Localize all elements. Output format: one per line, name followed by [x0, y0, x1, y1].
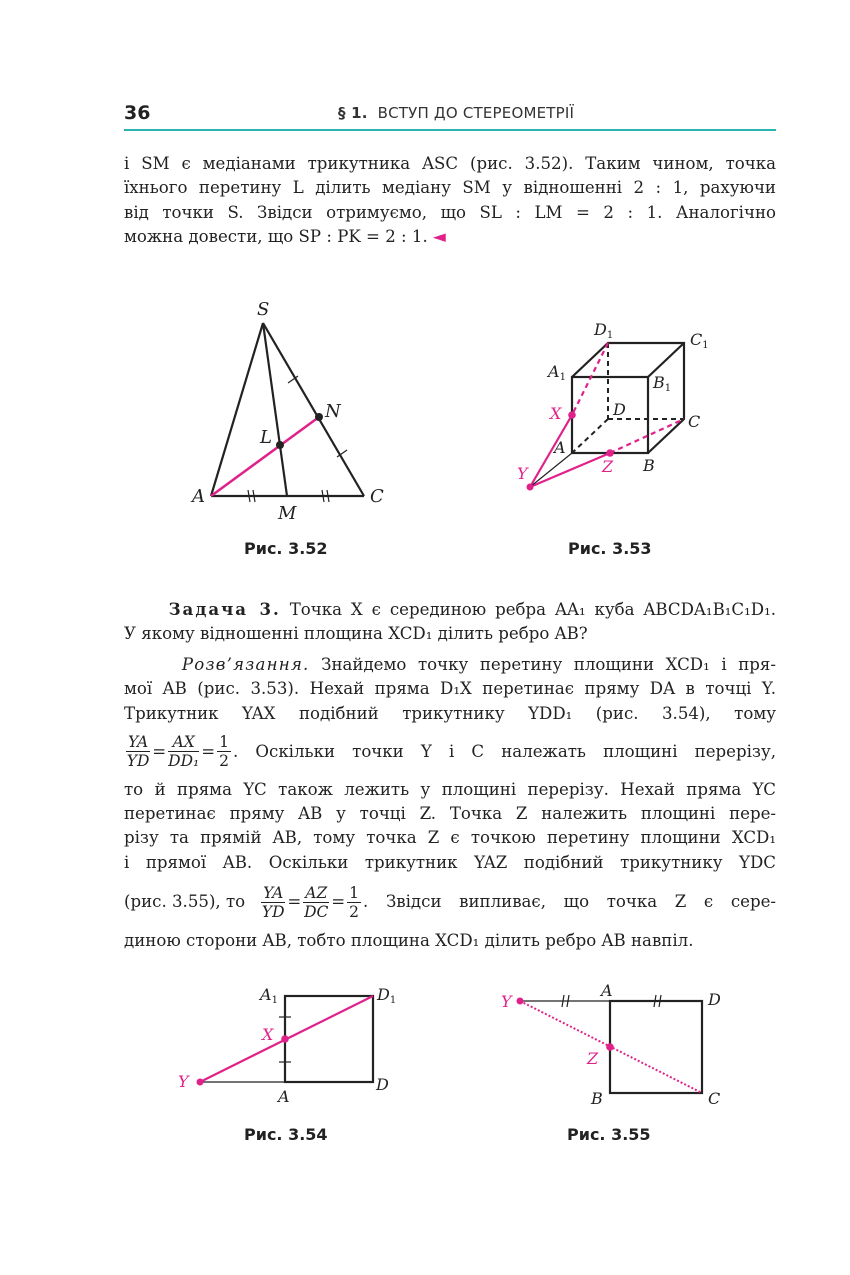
solution-paragraph: [124, 653, 776, 953]
task-text: Точка X є серединою ребра AA₁ куба ABCDA₁B₁C₁D₁.: [289, 600, 776, 619]
label-B1: B1: [653, 373, 672, 394]
solution-line: Трикутник YAX подібний трикутнику YDD₁ (рис. 3.54), тому: [124, 703, 776, 723]
solution-line: перетинає пряму AB у точці Z. Точка Z належить площині пере-: [124, 804, 776, 824]
label-D1: D1: [594, 320, 614, 341]
label-D: D: [376, 1075, 389, 1094]
caption-3-55: Рис. 3.55: [567, 1125, 651, 1144]
label-C: C: [370, 486, 384, 507]
label-Y: Y: [517, 464, 528, 483]
figure-3-54: [170, 980, 410, 1110]
figure-3-53: [510, 315, 730, 505]
label-Y: Y: [178, 1072, 189, 1091]
solution-line: диною сторони AB, тобто площина XCD₁ ділить ребро AB навпіл.: [124, 931, 694, 951]
intro-line: їхнього перетину L ділить медіану SM у відношенні 2 : 1, рахуючи: [124, 178, 776, 198]
equals-sign: =: [201, 741, 216, 761]
solution-heading: Розв’язання.: [181, 655, 310, 674]
label-D1: D1: [377, 985, 397, 1006]
solution-line: мої AB (рис. 3.53). Нехай пряма D₁X перетинає пряму DA в точці Y.: [124, 679, 776, 699]
equation-2-lead: (рис. 3.55), то: [124, 891, 246, 911]
label-X: X: [262, 1025, 274, 1044]
label-D: D: [708, 990, 721, 1009]
fraction-ya-yd: $\frac{YA}{YD}$: [261, 883, 285, 921]
equation-1-tail: . Оскільки точки Y і C належать площині перерізу,: [233, 741, 776, 761]
figure-3-52: [180, 290, 410, 530]
solution-line: [124, 653, 776, 677]
solution-line: то й пряма YC також лежить у площині перерізу. Нехай пряма YC: [124, 779, 776, 799]
label-Z: Z: [587, 1049, 599, 1068]
section-title: [338, 104, 574, 122]
label-L: L: [260, 427, 272, 448]
fraction-az-dc: $\frac{AZ}{DC}$: [304, 883, 329, 921]
label-B: B: [643, 456, 655, 475]
caption-3-52: Рис. 3.52: [244, 539, 328, 558]
label-N: N: [325, 401, 341, 422]
intro-line: [124, 225, 776, 249]
page-number: 36: [124, 102, 151, 124]
section-marker: § 1.: [338, 104, 368, 122]
equation-2-tail: . Звідси випливає, що точка Z є сере-: [363, 891, 776, 911]
fraction-one-half: $\frac{1}{2}$: [219, 733, 229, 771]
equals-sign: =: [152, 741, 167, 761]
page-header: [124, 98, 776, 130]
label-D: D: [613, 400, 626, 419]
label-A: A: [554, 438, 566, 457]
fraction-one-half: $\frac{1}{2}$: [349, 883, 360, 921]
equation-1: [124, 726, 776, 778]
section-title-text: ВСТУП ДО СТЕРЕОМЕТРІЇ: [377, 104, 575, 122]
solution-line: різу та прямій AB, тому точка Z є точкою перетину площини XCD₁: [124, 828, 776, 848]
figure-3-55: [495, 980, 735, 1110]
solution-text: Знайдемо точку перетину площини XCD₁ і пря-: [321, 655, 776, 674]
end-of-proof-mark: ◄: [433, 226, 446, 246]
intro-paragraph: [124, 152, 776, 249]
label-A: A: [278, 1087, 290, 1106]
label-A1: A1: [260, 985, 278, 1006]
task-line: [124, 597, 776, 622]
intro-line: від точки S. Звідси отримуємо, що SL : LM = 2 : 1. Аналогічно: [124, 202, 776, 222]
intro-last-text: можна довести, що SP : PK = 2 : 1.: [124, 226, 428, 246]
header-rule: [124, 129, 776, 131]
caption-3-53: Рис. 3.53: [568, 539, 652, 558]
label-S: S: [257, 299, 270, 320]
equation-2: [124, 875, 776, 929]
label-C1: C1: [690, 330, 709, 351]
label-A1: A1: [548, 362, 566, 383]
equals-sign: =: [287, 891, 302, 911]
caption-3-54: Рис. 3.54: [244, 1125, 328, 1144]
task-heading: Задача 3.: [168, 599, 281, 619]
solution-line: і прямої AB. Оскільки трикутник YAZ подібний трикутнику YDC: [124, 852, 776, 872]
label-A: A: [192, 486, 205, 507]
equals-sign: =: [331, 891, 346, 911]
fraction-ax-dd1: $\frac{AX}{\text{DD₁}}$: [168, 733, 200, 771]
task-line: У якому відношенні площина XCD₁ ділить ребро AB?: [124, 624, 588, 644]
label-X: X: [550, 404, 562, 423]
label-C: C: [708, 1089, 721, 1108]
fraction-ya-yd: $\frac{YA}{YD}$: [126, 733, 150, 771]
label-Y: Y: [501, 992, 512, 1011]
intro-line: і SM є медіанами трикутника ASC (рис. 3.52). Таким чином, точка: [124, 154, 776, 173]
label-Z: Z: [602, 457, 614, 476]
label-C: C: [688, 412, 701, 431]
label-A: A: [601, 981, 613, 1000]
label-M: M: [278, 503, 297, 524]
label-B: B: [591, 1089, 603, 1108]
task-paragraph: [124, 597, 776, 647]
